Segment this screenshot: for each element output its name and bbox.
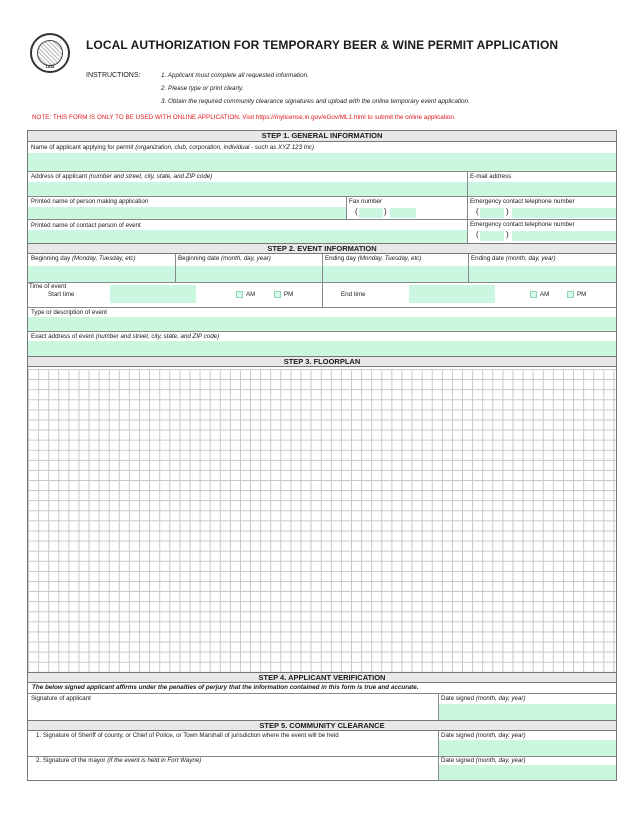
sheriff-date-field[interactable] xyxy=(439,740,616,756)
end-time-label: End time xyxy=(341,291,366,298)
beginning-day-field[interactable] xyxy=(28,266,175,282)
emergency-phone-label-2: Emergency contact telephone number xyxy=(470,221,575,228)
emergency-area-code-field-2[interactable] xyxy=(480,231,504,241)
step2-header: STEP 2. EVENT INFORMATION xyxy=(28,243,616,254)
seal-year: 1816 xyxy=(45,64,55,69)
floorplan-grid[interactable] xyxy=(28,369,616,672)
event-address-label: Exact address of event (number and street, city, state, and ZIP code) xyxy=(31,333,220,340)
end-am-label: AM xyxy=(540,291,550,298)
fax-area-code-field[interactable] xyxy=(359,208,383,218)
email-label: E-mail address xyxy=(470,173,512,180)
end-time-field[interactable] xyxy=(409,285,495,303)
permit-form: STEP 1. GENERAL INFORMATION Name of applicant applying for permit (organization, club, corporation, individual - such as XYZ 123 Inc) Address of applicant (number and street, city, state, and ZIP code) E-mail address Printed name of person making application Fax number Emergency contact telephone number ( ) ( ) Printed name of contact person of event Emergency contact telephone number ( ) STEP 2. EVENT INFORMATION Beginning day (Monday, Tuesday, etc) Beginning date (month, day, year) Ending day (Monday, Tuesday, etc) Ending date (month, day, year) Time of event Start time AM PM End time AM PM Type or description of event Exact address of event (number and street, city, state, and ZIP code) STEP 3. FLOORPLAN STEP 4. APPLICANT VERIFICATION The below signed applicant affirms under the penalties of perjury that the information contained in this form is true and accurate. Signature of applicant Date signed (month, day, year) STEP 5. COMMUNITY CLEARANCE 1. Signature of Sheriff of county, or Chief of Police, or Town Marshall of jurisdiction where the event will be held Date signed (month, day, year) 2. Signature of the mayor (if the event is held in Fort Wayne) Date signed (month, day, year) xyxy=(27,130,617,781)
applicant-name-field[interactable] xyxy=(28,153,616,171)
form-title: LOCAL AUTHORIZATION FOR TEMPORARY BEER & WINE PERMIT APPLICATION xyxy=(86,38,559,52)
sheriff-signature-label: 1. Signature of Sheriff of county, or Chief of Police, or Town Marshall of jurisdiction where the event will be held xyxy=(36,732,339,739)
emergency-phone-label: Emergency contact telephone number xyxy=(470,198,575,205)
emergency-phone-field[interactable] xyxy=(512,208,616,218)
applicant-date-label: Date signed (month, day, year) xyxy=(441,695,526,702)
mayor-date-label: Date signed (month, day, year) xyxy=(441,757,526,764)
event-type-label: Type or description of event xyxy=(31,309,108,316)
end-pm-checkbox[interactable] xyxy=(567,291,574,298)
emergency-area-code-field[interactable] xyxy=(480,208,504,218)
applicant-signature-label: Signature of applicant xyxy=(31,695,91,702)
applicant-address-label: Address of applicant (number and street, city, state, and ZIP code) xyxy=(31,173,213,180)
start-time-label: Start time xyxy=(48,291,75,298)
online-note: NOTE: THIS FORM IS ONLY TO BE USED WITH ONLINE APPLICATION. Visit https://mylicense.in.gov/eGov/ML1.html to submit the online application. xyxy=(32,114,456,121)
printed-name-field[interactable] xyxy=(28,207,346,219)
start-pm-checkbox[interactable] xyxy=(274,291,281,298)
mayor-signature-label: 2. Signature of the mayor (if the event is held in Fort Wayne) xyxy=(36,757,202,764)
end-am-checkbox[interactable] xyxy=(530,291,537,298)
end-pm-label: PM xyxy=(577,291,587,298)
start-am-checkbox[interactable] xyxy=(236,291,243,298)
seal-emblem xyxy=(37,40,63,66)
applicant-address-field[interactable] xyxy=(28,182,467,196)
step5-header: STEP 5. COMMUNITY CLEARANCE xyxy=(28,720,616,731)
sheriff-date-label: Date signed (month, day, year) xyxy=(441,732,526,739)
beginning-date-field[interactable] xyxy=(176,266,322,282)
fax-label: Fax number xyxy=(349,198,383,205)
step1-header: STEP 1. GENERAL INFORMATION xyxy=(28,131,616,142)
printed-name-label: Printed name of person making application xyxy=(31,198,149,205)
fax-number-field[interactable] xyxy=(390,208,416,218)
beginning-date-label: Beginning date (month, day, year) xyxy=(178,255,271,262)
event-type-field[interactable] xyxy=(28,317,616,331)
emergency-phone-field-2[interactable] xyxy=(512,231,616,241)
start-am-label: AM xyxy=(246,291,256,298)
contact-person-label: Printed name of contact person of event xyxy=(31,222,141,229)
step4-header: STEP 4. APPLICANT VERIFICATION xyxy=(28,672,616,683)
step3-header: STEP 3. FLOORPLAN xyxy=(28,356,616,367)
ending-date-label: Ending date (month, day, year) xyxy=(471,255,556,262)
mayor-date-field[interactable] xyxy=(439,765,616,780)
state-seal xyxy=(30,33,70,73)
instruction-item: 2. Please type or print clearly. xyxy=(161,85,244,92)
time-of-event-label: Time of event xyxy=(29,283,67,290)
applicant-date-field[interactable] xyxy=(439,704,616,720)
ending-day-field[interactable] xyxy=(323,266,468,282)
start-pm-label: PM xyxy=(284,291,294,298)
email-field[interactable] xyxy=(468,182,616,196)
start-time-field[interactable] xyxy=(110,285,196,303)
ending-date-field[interactable] xyxy=(469,266,616,282)
beginning-day-label: Beginning day (Monday, Tuesday, etc) xyxy=(31,255,136,262)
instructions-label: INSTRUCTIONS: xyxy=(86,72,141,79)
affirmation-text: The below signed applicant affirms under the penalties of perjury that the information contained in this form is true and accurate. xyxy=(32,684,419,691)
contact-person-field[interactable] xyxy=(28,230,467,243)
instruction-item: 3. Obtain the required community clearance signatures and upload with the online temporary event application. xyxy=(161,98,470,105)
ending-day-label: Ending day (Monday, Tuesday, etc) xyxy=(325,255,422,262)
event-address-field[interactable] xyxy=(28,341,616,356)
instruction-item: 1. Applicant must complete all requested information. xyxy=(161,72,309,79)
applicant-name-label: Name of applicant applying for permit (organization, club, corporation, individual - such as XYZ 123 Inc) xyxy=(31,144,315,151)
